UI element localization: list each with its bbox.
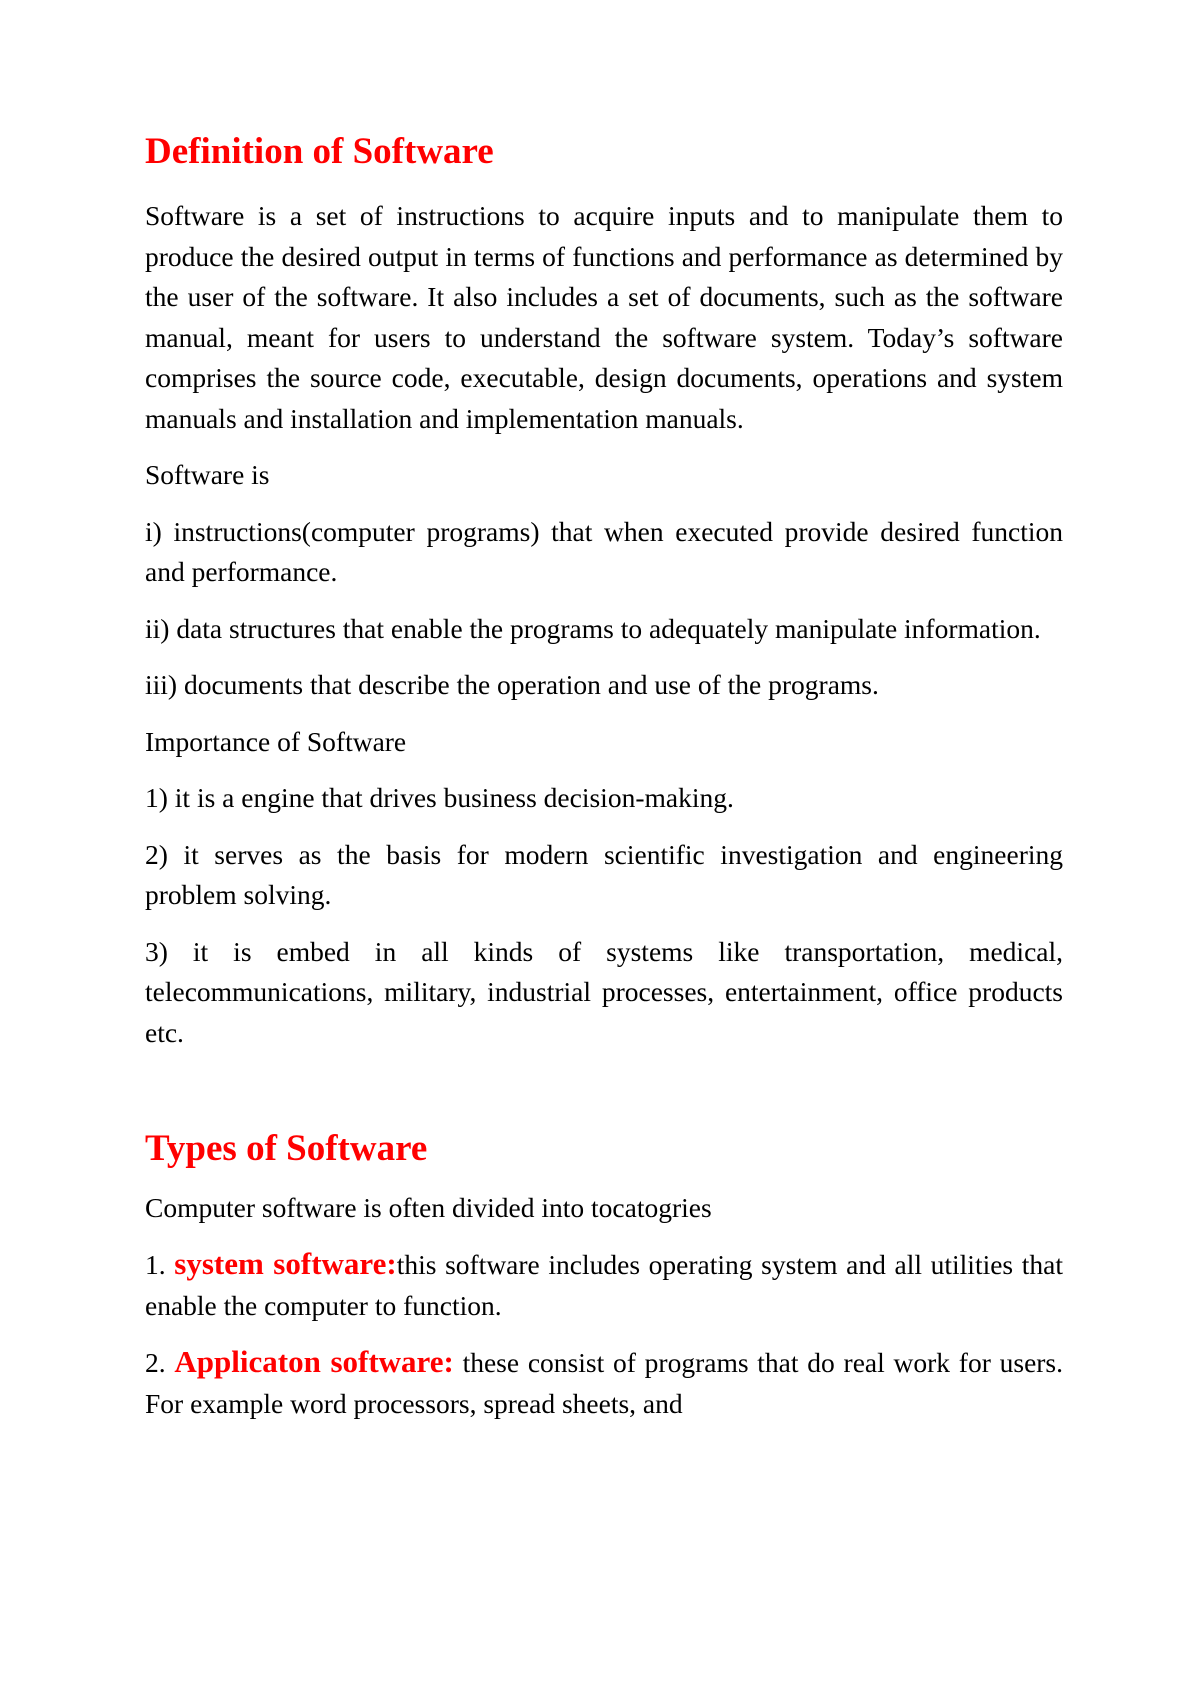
definition-heading: Definition of Software: [145, 131, 494, 172]
software-is-intro: Software is: [145, 459, 270, 491]
types-item-1-term: system software:: [174, 1246, 397, 1282]
types-intro: Computer software is often divided into tocatogries: [145, 1191, 712, 1223]
importance-item-3: 3) it is embed in all kinds of systems like transportation, medical, telecommunications, military, industrial processes, entertainment, office products etc.: [145, 935, 1063, 1048]
definition-item-1: i) instructions(computer programs) that when executed provide desired function and performance.: [145, 515, 1063, 588]
importance-item-2: 2) it serves as the basis for modern scientific investigation and engineering problem solving.: [145, 838, 1063, 911]
types-item-2-number: 2.: [145, 1347, 175, 1379]
definition-item-3: iii) documents that describe the operation and use of the programs.: [145, 669, 879, 701]
types-item-1-number: 1.: [145, 1249, 175, 1281]
types-heading: Types of Software: [145, 1128, 428, 1170]
section-spacer: [145, 1069, 1063, 1127]
types-item-1: [145, 1244, 1063, 1326]
importance-item-1: 1) it is a engine that drives business decision-making.: [145, 782, 734, 814]
definition-item-2: ii) data structures that enable the programs to adequately manipulate information.: [145, 612, 1041, 644]
types-item-2-text: these consist of programs that do real work for users. For example word processors, spread sheets, and: [145, 1347, 1064, 1419]
types-item-2-term: Applicaton software:: [174, 1344, 454, 1380]
types-item-2: [145, 1342, 1063, 1424]
importance-heading: Importance of Software: [145, 725, 407, 757]
definition-paragraph: Software is a set of instructions to acquire inputs and to manipulate them to produce the desired output in terms of functions and performance as determined by the user of the software. It also includes a set of documents, such as the software manual, meant for users to understand the software system. Today’s software comprises the source code, executable, design documents, operations and system manuals and installation and implementation manuals.: [145, 200, 1063, 434]
document-page: [145, 130, 1063, 1440]
types-item-1-text: this software includes operating system and all utilities that enable the computer to function.: [145, 1249, 1064, 1321]
